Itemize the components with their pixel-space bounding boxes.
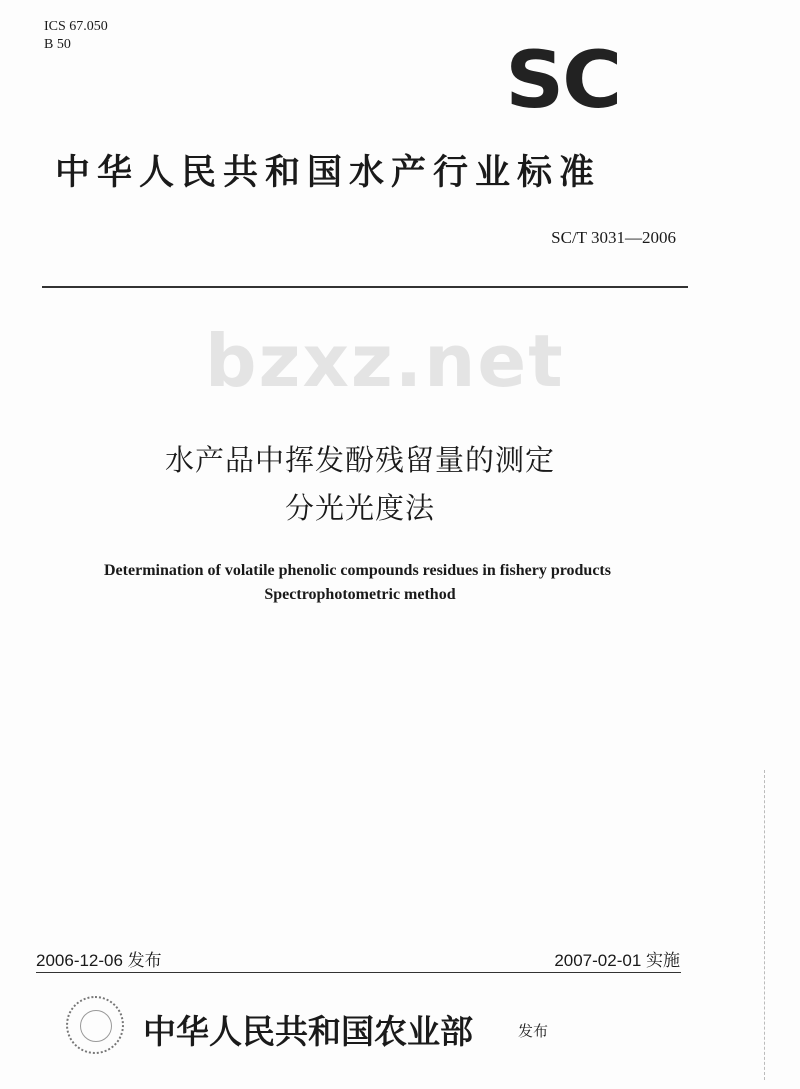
publisher-action: 发布 (518, 1022, 549, 1040)
watermark: bzxz.net (205, 319, 565, 403)
standard-type: 中华人民共和国水产行业标准 (55, 153, 602, 193)
implement-date: 2007-02-01 实施 (554, 951, 680, 970)
sc-logo: SC (505, 36, 621, 126)
issue-date: 2006-12-06 发布 (36, 951, 162, 970)
classification-codes (44, 18, 108, 54)
scan-edge (764, 770, 766, 1080)
title-cn-line2: 分光光度法 (284, 491, 435, 525)
ministry-seal-icon (66, 996, 124, 1054)
title-cn-line1: 水产品中挥发酚残留量的测定 (164, 443, 555, 477)
divider (42, 286, 688, 288)
standard-code: SC/T 3031—2006 (551, 228, 676, 247)
title-en-line2: Spectrophotometric method (264, 586, 456, 603)
title-en-line1: Determination of volatile phenolic compounds residues in fishery products (104, 562, 611, 579)
ccs-code: B 50 (44, 37, 71, 52)
ics-code: ICS 67.050 (44, 19, 108, 34)
publisher-name: 中华人民共和国农业部 (143, 1012, 473, 1051)
divider (36, 972, 681, 973)
